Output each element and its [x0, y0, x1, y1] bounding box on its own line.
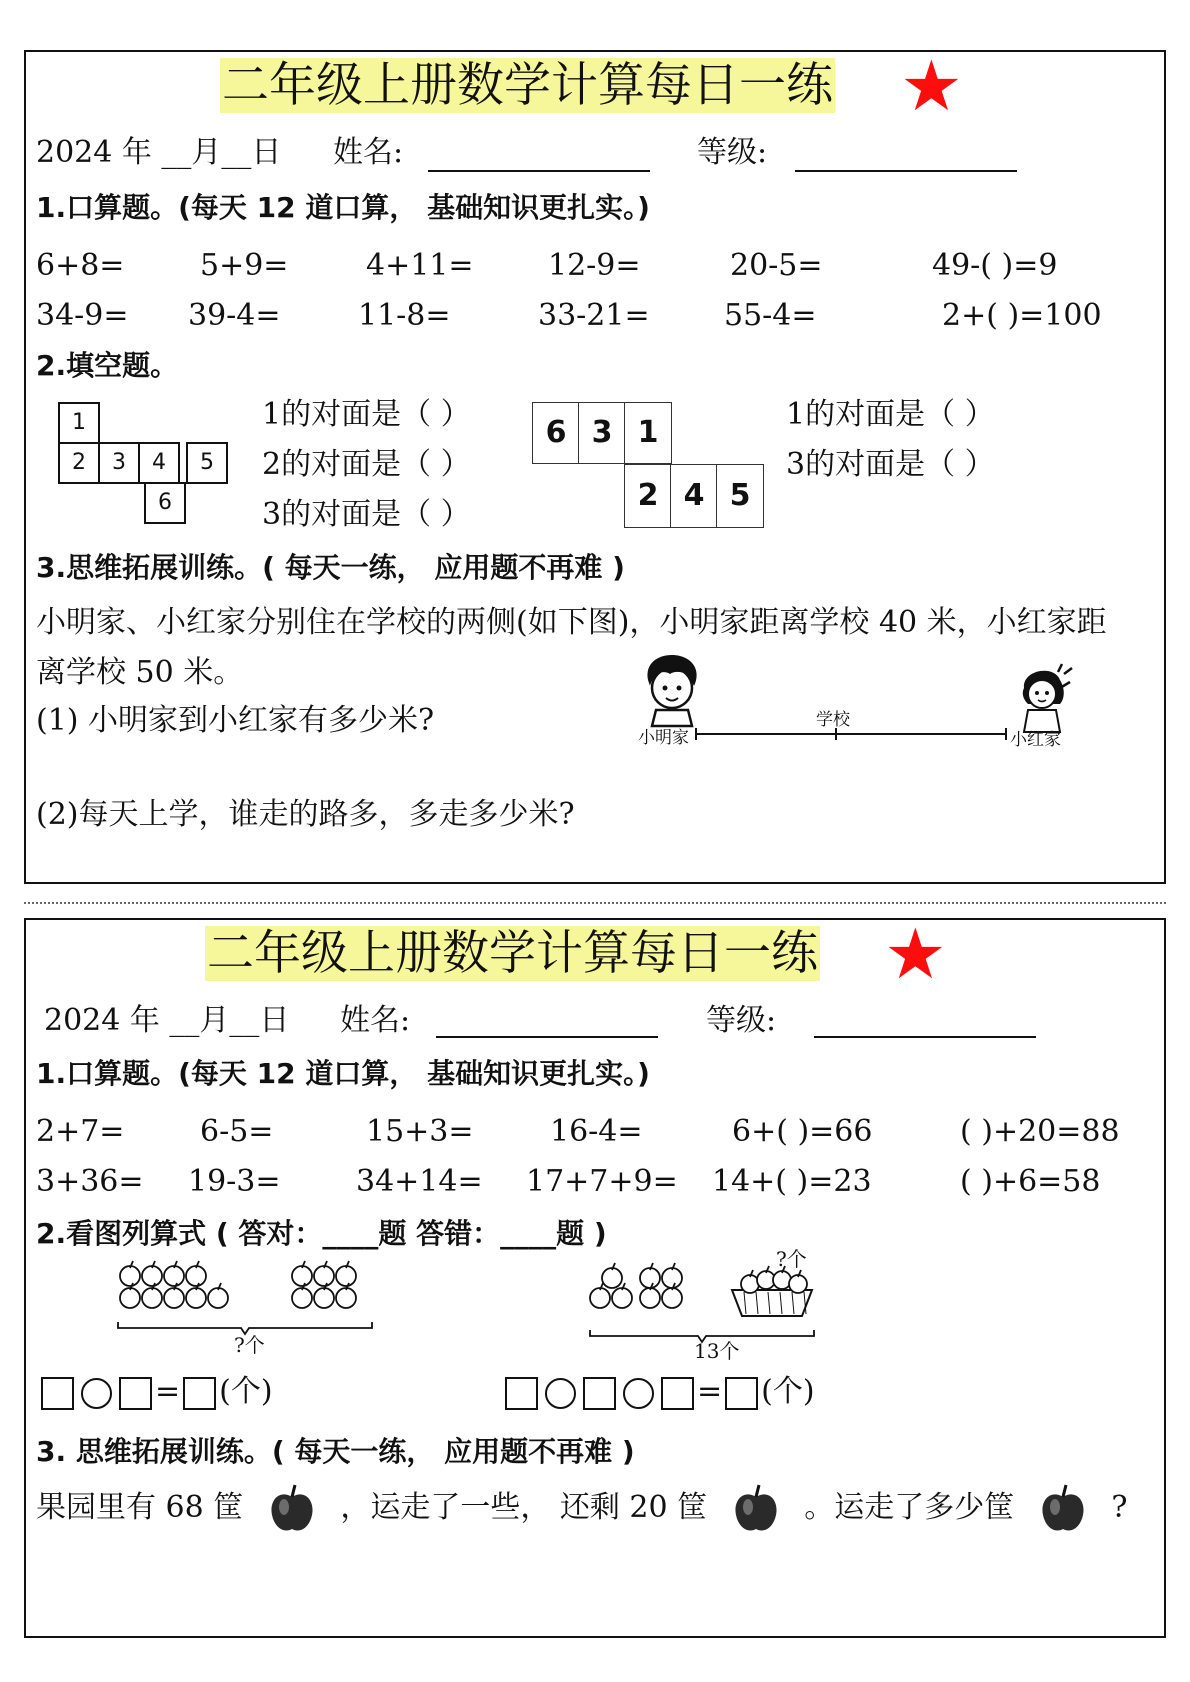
- net-question: 1的对面是（ ）: [262, 397, 471, 432]
- section-heading-oral: 1.口算题。(每天 12 道口算， 基础知识更扎实。): [36, 191, 650, 224]
- name-label: 姓名:: [333, 135, 404, 170]
- equation: 34-9=: [36, 298, 129, 333]
- name-label: 姓名:: [340, 1003, 411, 1038]
- apple-basket-figure: [590, 1256, 846, 1350]
- apple-icon: [733, 1485, 779, 1533]
- apple-icon: [208, 1283, 228, 1308]
- equation: 6-5=: [200, 1114, 274, 1149]
- distance-line: [696, 728, 1006, 740]
- equation: 6+8=: [36, 248, 125, 283]
- date-field[interactable]: 2024 年 __月__日: [36, 135, 282, 170]
- net-cell: 1: [58, 402, 100, 444]
- net-cell: 2: [624, 464, 672, 528]
- section-heading-fill: 2.填空题。: [36, 349, 179, 382]
- section-heading-extension: 3. 思维拓展训练。( 每天一练， 应用题不再难 ): [36, 1435, 635, 1468]
- equation: 12-9=: [548, 248, 641, 283]
- apple-icon: [789, 1270, 807, 1293]
- apple-icon: [164, 1261, 184, 1286]
- problem-line: [36, 1484, 1127, 1533]
- question-text: (1) 小明家到小红家有多少米?: [36, 703, 435, 738]
- apple-icon: [336, 1261, 356, 1286]
- operator-circle[interactable]: [623, 1378, 654, 1409]
- net-cell: 4: [670, 464, 718, 528]
- answer-box[interactable]: [583, 1377, 616, 1410]
- answer-equation: = (个): [38, 1372, 273, 1412]
- net-cell: 5: [716, 464, 764, 528]
- equation: 49-( )=9: [932, 248, 1058, 283]
- equation: 34+14=: [356, 1164, 483, 1199]
- equation: 20-5=: [730, 248, 823, 283]
- equation: 2+7=: [36, 1114, 125, 1149]
- problem-text: 离学校 50 米。: [36, 655, 244, 690]
- answer-box[interactable]: [661, 1377, 694, 1410]
- problem-text: ，运走了一些， 还剩 20 筐: [340, 1490, 708, 1525]
- net-question: 3的对面是（ ）: [786, 447, 995, 482]
- equation: 5+9=: [200, 248, 289, 283]
- question-text: (2)每天上学，谁走的路多，多走多少米?: [36, 797, 575, 832]
- apple-icon: [757, 1266, 775, 1289]
- page-separator: [24, 902, 1166, 904]
- problem-text: 果园里有 68 筐: [36, 1490, 244, 1525]
- figure-label-xiaoming: 小明家: [638, 728, 689, 748]
- section-heading-oral: 1.口算题。(每天 12 道口算， 基础知识更扎实。): [36, 1057, 650, 1090]
- unit-label: (个): [219, 1374, 273, 1409]
- grade-input-line[interactable]: [814, 1036, 1036, 1038]
- net-cell: 4: [138, 442, 180, 484]
- apple-icon: [662, 1263, 682, 1288]
- operator-circle[interactable]: [545, 1378, 576, 1409]
- answer-box[interactable]: [725, 1377, 758, 1410]
- name-input-line[interactable]: [428, 170, 650, 172]
- problem-text: ?: [1111, 1490, 1128, 1525]
- unit-label: (个): [761, 1374, 815, 1409]
- equation: 17+7+9=: [526, 1164, 678, 1199]
- section-heading-extension: 3.思维拓展训练。( 每天一练， 应用题不再难 ): [36, 551, 625, 584]
- equation: 6+( )=66: [732, 1114, 873, 1149]
- grade-input-line[interactable]: [795, 170, 1017, 172]
- star-icon: ★: [900, 45, 963, 127]
- equation: 16-4=: [550, 1114, 643, 1149]
- answer-box[interactable]: [505, 1377, 538, 1410]
- worksheet-title: [205, 926, 820, 982]
- apple-icon: [142, 1261, 162, 1286]
- problem-text: 。运走了多少筐: [804, 1490, 1015, 1525]
- equation: 14+( )=23: [712, 1164, 872, 1199]
- star-icon: ★: [884, 913, 947, 995]
- net-cell: 5: [186, 442, 228, 484]
- apple-icon: [269, 1485, 315, 1533]
- apple-icon: [120, 1261, 140, 1286]
- equation: ( )+20=88: [960, 1114, 1120, 1149]
- net-cell: 2: [58, 442, 100, 484]
- equation: 33-21=: [538, 298, 650, 333]
- figure-label-school: 学校: [816, 710, 850, 730]
- equation: ( )+6=58: [960, 1164, 1101, 1199]
- net-cell: 3: [578, 402, 626, 464]
- answer-box[interactable]: [119, 1377, 152, 1410]
- answer-box[interactable]: [183, 1377, 216, 1410]
- apple-icon: [1040, 1485, 1086, 1533]
- title-text: 二年级上册数学计算每日一练: [207, 926, 818, 981]
- name-input-line[interactable]: [436, 1036, 658, 1038]
- grade-label: 等级:: [697, 135, 768, 170]
- girl-icon: [1014, 664, 1076, 732]
- apple-icon: [186, 1261, 206, 1286]
- apple-icon: [292, 1261, 312, 1286]
- equation: 4+11=: [366, 248, 474, 283]
- grade-label: 等级:: [706, 1003, 777, 1038]
- net-cell: 6: [532, 402, 580, 464]
- net-question: 2的对面是（ ）: [262, 447, 471, 482]
- net-question: 1的对面是（ ）: [786, 397, 995, 432]
- figure-label-xiaohong: 小红家: [1010, 730, 1061, 750]
- figure-label: ?个: [234, 1333, 265, 1357]
- figure-label: 13个: [694, 1339, 740, 1363]
- figure-label: ?个: [776, 1247, 807, 1271]
- net-cell: 6: [144, 482, 186, 524]
- date-field[interactable]: 2024 年 __月__日: [44, 1003, 290, 1038]
- apple-icon: [314, 1261, 334, 1286]
- title-text: 二年级上册数学计算每日一练: [222, 58, 833, 113]
- section-heading-picture: 2.看图列算式 ( 答对：____题 答错：____题 ): [36, 1217, 607, 1250]
- answer-equation: = (个): [502, 1372, 815, 1412]
- equation: 19-3=: [188, 1164, 281, 1199]
- apple-icon: [602, 1263, 622, 1288]
- problem-text: 小明家、小红家分别住在学校的两侧(如下图)，小明家距离学校 40 米，小红家距: [36, 605, 1107, 640]
- net-question: 3的对面是（ ）: [262, 497, 471, 532]
- boy-icon: [640, 652, 704, 726]
- worksheet-title: [220, 58, 835, 114]
- equation: 39-4=: [188, 298, 281, 333]
- equation: 3+36=: [36, 1164, 144, 1199]
- equation: 15+3=: [366, 1114, 474, 1149]
- equation: 11-8=: [358, 298, 451, 333]
- answer-box[interactable]: [41, 1377, 74, 1410]
- apple-icon: [640, 1263, 660, 1288]
- equation: 2+( )=100: [942, 298, 1102, 333]
- operator-circle[interactable]: [81, 1378, 112, 1409]
- net-cell: 1: [624, 402, 672, 464]
- net-cell: 3: [98, 442, 140, 484]
- equation: 55-4=: [724, 298, 817, 333]
